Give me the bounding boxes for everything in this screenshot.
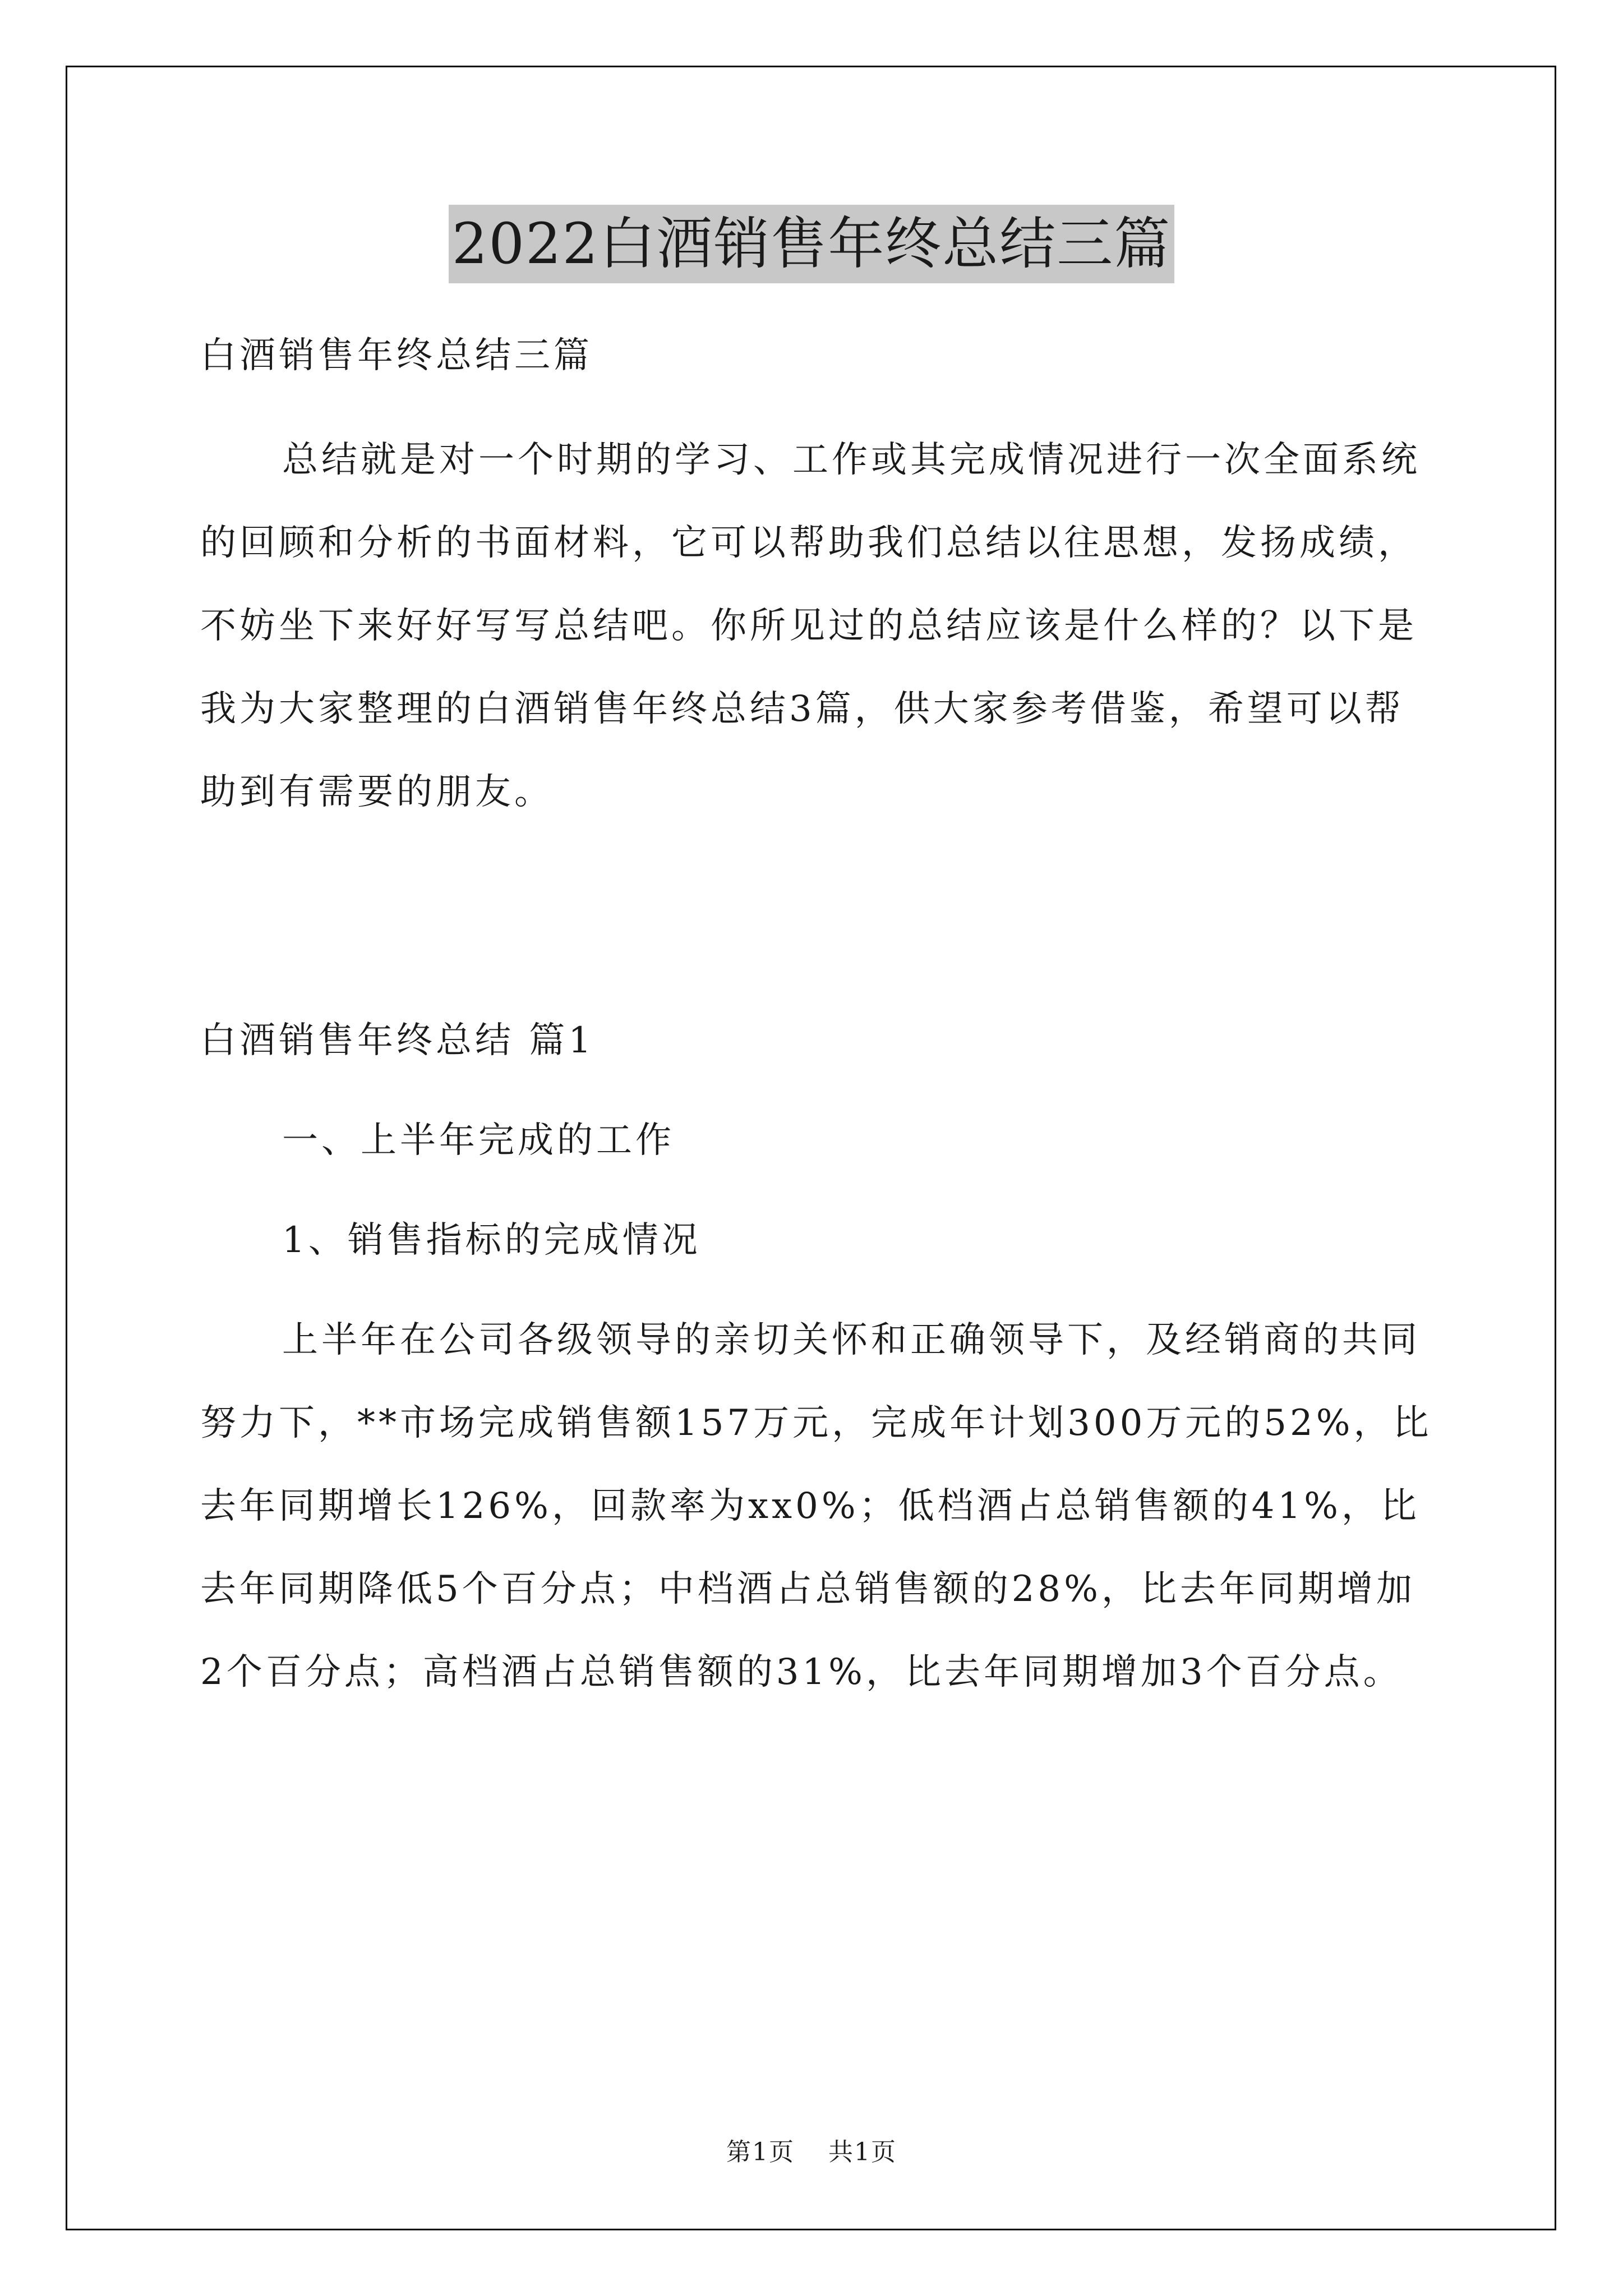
document-subtitle: 白酒销售年终总结三篇 [200, 335, 593, 376]
page-number-total: 共1页 [828, 2138, 897, 2166]
title-container [0, 205, 1623, 283]
page-footer [0, 2132, 1623, 2168]
item-heading: 1、销售指标的完成情况 [282, 1220, 701, 1261]
section-heading: 白酒销售年终总结 篇1 [200, 1020, 595, 1061]
body-paragraph: 上半年在公司各级领导的亲切关怀和正确领导下，及经销商的共同努力下，**市场完成销售额157万元，完成年计划300万元的52%，比去年同期增长126%，回款率为xx0%；低档酒占总销售额的41%，比去年同期降低5个百分点；中档酒占总销售额的28%，比去年同期增加2个百分点；高档酒占总销售额的31%，比去年同期增加3个百分点。 [200, 1319, 1432, 1693]
intro-paragraph: 总结就是对一个时期的学习、工作或其完成情况进行一次全面系统的回顾和分析的书面材料，它可以帮助我们总结以往思想，发扬成绩，不妨坐下来好好写写总结吧。你所见过的总结应该是什么样的？以下是我为大家整理的白酒销售年终总结3篇，供大家参考借鉴，希望可以帮助到有需要的朋友。 [200, 439, 1421, 813]
page-number-current: 第1页 [726, 2138, 795, 2166]
document-body [200, 314, 1434, 1714]
document-title: 2022白酒销售年终总结三篇 [449, 205, 1175, 283]
section-subheading: 一、上半年完成的工作 [282, 1120, 675, 1161]
